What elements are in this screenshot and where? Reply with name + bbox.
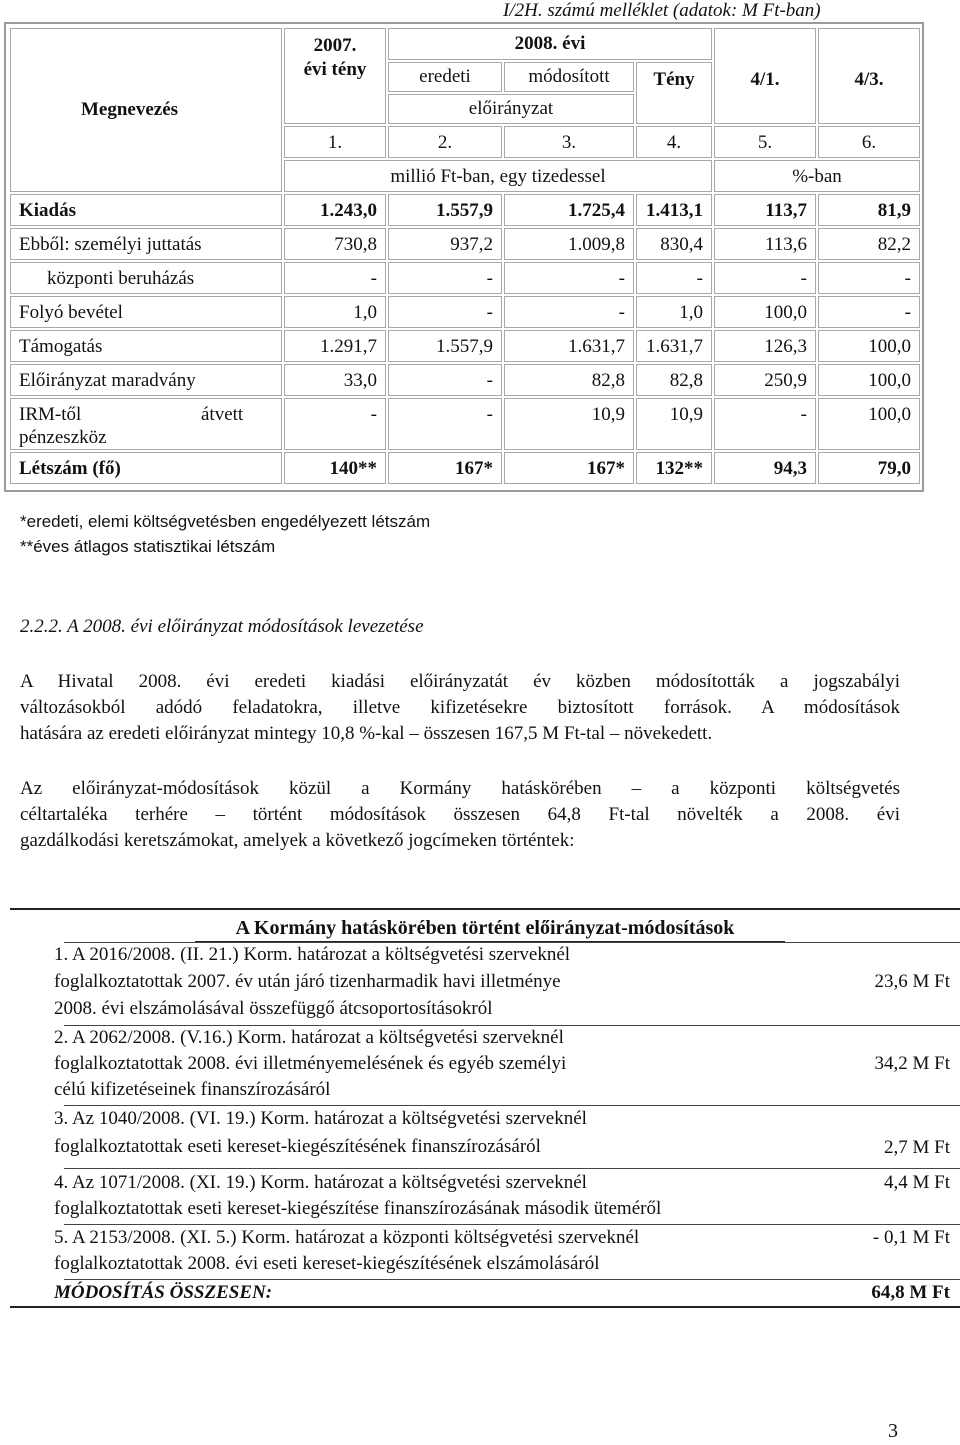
value-cell xyxy=(504,194,634,226)
mod-item-3-line-2: foglalkoztatottak eseti kereset-kiegészítésének finanszírozásáról xyxy=(54,1136,541,1157)
mod-item-2-line-2: foglalkoztatottak 2008. évi illetményemelésének és egyéb személyi xyxy=(54,1053,567,1074)
page-number: 3 xyxy=(888,1420,898,1442)
value-cell xyxy=(636,194,712,226)
header-2007-line1: 2007. xyxy=(313,35,357,56)
colnum-cell-3 xyxy=(504,126,634,158)
value-cell xyxy=(388,452,502,484)
divider xyxy=(64,1168,960,1169)
row-label: Előirányzat maradvány xyxy=(19,370,196,391)
value-cell xyxy=(504,398,634,450)
paragraph-2-line: gazdálkodási keretszámokat, amelyek a következő jogcímeken történtek: xyxy=(20,830,575,851)
table-value: 250,9 xyxy=(764,370,807,391)
mod-item-2-line-3: célú kifizetéseinek finanszírozásáról xyxy=(54,1079,331,1100)
table-value: 1,0 xyxy=(679,302,703,323)
row-label-cell xyxy=(10,194,282,226)
header-teny: Tény xyxy=(653,69,695,90)
mod-item-3-amount: 2,7 M Ft xyxy=(884,1137,950,1158)
row-label-cell xyxy=(10,228,282,260)
value-cell xyxy=(388,330,502,362)
mod-item-1-amount: 23,6 M Ft xyxy=(874,971,950,992)
value-cell xyxy=(388,398,502,450)
colnum-cell-2 xyxy=(388,126,502,158)
total-amount: 64,8 M Ft xyxy=(871,1282,950,1303)
section-heading: 2.2.2. A 2008. évi előirányzat módosítások levezetése xyxy=(20,616,424,637)
table-value: 82,8 xyxy=(591,370,625,391)
annex-title: I/2H. számú melléklet (adatok: M Ft-ban) xyxy=(503,0,821,21)
value-cell xyxy=(714,262,816,294)
table-value: 100,0 xyxy=(868,404,911,425)
divider xyxy=(64,1025,960,1026)
mod-item-4-line-2: foglalkoztatottak eseti kereset-kiegészítése finanszírozásának második üteméről xyxy=(54,1198,662,1219)
paragraph-1 xyxy=(20,669,900,747)
paragraph-2-line: céltartaléka terhére – történt módosítások összesen 64,8 Ft-tal növelték a 2008. évi xyxy=(20,804,900,825)
value-cell xyxy=(818,262,920,294)
colnum-6: 6. xyxy=(861,132,877,153)
value-cell xyxy=(818,228,920,260)
value-cell xyxy=(714,330,816,362)
header-ratio1: 4/1. xyxy=(750,69,780,90)
table-value: 100,0 xyxy=(764,302,807,323)
paragraph-2-line: Az előirányzat-módosítások közül a Kormány hatáskörében – a központi költségvetés xyxy=(20,778,900,799)
value-cell xyxy=(284,452,386,484)
mod-item-5-amount: - 0,1 M Ft xyxy=(872,1227,950,1248)
table-value: 167* xyxy=(587,458,625,479)
table-value: 10,9 xyxy=(669,404,703,425)
value-cell xyxy=(284,330,386,362)
total-label: MÓDOSÍTÁS ÖSSZESEN: xyxy=(54,1282,273,1303)
table-value: 126,3 xyxy=(764,336,807,357)
value-cell xyxy=(504,364,634,396)
value-cell xyxy=(818,330,920,362)
value-cell xyxy=(714,364,816,396)
row-label-part: pénzeszköz xyxy=(19,427,107,448)
table-value: 937,2 xyxy=(450,234,493,255)
table-value: 1,0 xyxy=(353,302,377,323)
colnum-cell-1 xyxy=(284,126,386,158)
value-cell xyxy=(636,452,712,484)
table-value: 830,4 xyxy=(660,234,703,255)
header-name-cell xyxy=(10,28,282,192)
value-cell xyxy=(636,228,712,260)
table-value: - xyxy=(904,302,911,323)
table-value: - xyxy=(618,268,625,289)
table-value: 132** xyxy=(655,458,703,479)
paragraph-2 xyxy=(20,776,900,854)
table-value: 79,0 xyxy=(877,458,911,479)
value-cell xyxy=(636,398,712,450)
row-label: központi beruházás xyxy=(47,268,195,289)
row-label-cell xyxy=(10,364,282,396)
table-value: 1.725,4 xyxy=(568,200,625,221)
table-value: - xyxy=(800,404,807,425)
value-cell xyxy=(818,296,920,328)
unit-million: millió Ft-ban, egy tizedessel xyxy=(390,166,606,187)
table-value: 1.413,1 xyxy=(646,200,703,221)
table-value: 1.557,9 xyxy=(436,336,493,357)
value-cell xyxy=(388,364,502,396)
value-cell xyxy=(636,364,712,396)
colnum-cell-6 xyxy=(818,126,920,158)
mod-item-4-amount: 4,4 M Ft xyxy=(884,1172,950,1193)
value-cell xyxy=(714,296,816,328)
value-cell xyxy=(714,452,816,484)
value-cell xyxy=(388,296,502,328)
table-value: 100,0 xyxy=(868,370,911,391)
row-label-cell xyxy=(10,262,282,294)
table-value: 82,8 xyxy=(669,370,703,391)
value-cell xyxy=(818,364,920,396)
row-label-cell xyxy=(10,398,282,450)
unit-percent-cell xyxy=(714,160,920,192)
value-cell xyxy=(388,194,502,226)
value-cell xyxy=(636,262,712,294)
table-value: - xyxy=(486,268,493,289)
table-value: 1.631,7 xyxy=(568,336,625,357)
divider xyxy=(64,1105,960,1106)
header-modositott: módosított xyxy=(528,66,610,87)
table-value: - xyxy=(370,268,377,289)
table-value: 113,6 xyxy=(764,234,807,255)
table-value: - xyxy=(486,302,493,323)
footnote-1: *eredeti, elemi költségvetésben engedélyezett létszám xyxy=(20,512,431,531)
header-2008-cell xyxy=(388,28,712,60)
table-value: 1.291,7 xyxy=(320,336,377,357)
table-value: 82,2 xyxy=(877,234,911,255)
mod-item-2-amount: 34,2 M Ft xyxy=(874,1053,950,1074)
header-eredeti-cell xyxy=(388,62,502,92)
header-2007-cell xyxy=(284,28,386,124)
header-2008: 2008. évi xyxy=(514,33,586,54)
value-cell xyxy=(818,398,920,450)
divider xyxy=(64,1224,960,1225)
header-ratio2: 4/3. xyxy=(854,69,884,90)
header-eloiranyzat-cell xyxy=(388,94,634,124)
row-label-cell xyxy=(10,330,282,362)
colnum-1: 1. xyxy=(327,132,343,153)
header-2007-line2: évi tény xyxy=(303,59,367,80)
value-cell xyxy=(504,452,634,484)
paragraph-1-line: A Hivatal 2008. évi eredeti kiadási előirányzatát év közben módosították a jogszabályi xyxy=(20,671,900,692)
value-cell xyxy=(714,398,816,450)
mod-item-2-line-1: 2. A 2062/2008. (V.16.) Korm. határozat a költségvetési szerveknél xyxy=(54,1027,564,1048)
table-value: 140** xyxy=(329,458,377,479)
table-value: 1.557,9 xyxy=(436,200,493,221)
mod-item-1-line-1: 1. A 2016/2008. (II. 21.) Korm. határozat a költségvetési szerveknél xyxy=(54,944,571,965)
value-cell xyxy=(504,330,634,362)
table-value: 730,8 xyxy=(334,234,377,255)
table-value: - xyxy=(486,370,493,391)
colnum-cell-4 xyxy=(636,126,712,158)
table-value: 10,9 xyxy=(591,404,625,425)
mod-item-5-line-1: 5. A 2153/2008. (XI. 5.) Korm. határozat a központi költségvetési szerveknél xyxy=(54,1227,640,1248)
value-cell xyxy=(388,228,502,260)
header-eredeti: eredeti xyxy=(419,66,471,87)
table-value: - xyxy=(370,404,377,425)
row-label: Kiadás xyxy=(19,200,77,221)
row-label-cell xyxy=(10,296,282,328)
table-value: 1.631,7 xyxy=(646,336,703,357)
value-cell xyxy=(284,296,386,328)
divider xyxy=(64,1279,960,1280)
modifications-box xyxy=(10,908,960,1308)
value-cell xyxy=(284,194,386,226)
value-cell xyxy=(504,296,634,328)
row-label: Ebből: személyi juttatás xyxy=(19,234,202,255)
value-cell xyxy=(818,194,920,226)
table-value: 113,7 xyxy=(765,200,807,221)
table-value: 167* xyxy=(455,458,493,479)
footnote-2: **éves átlagos statisztikai létszám xyxy=(20,537,276,556)
header-ratio2-cell xyxy=(818,28,920,124)
row-label: Támogatás xyxy=(19,336,103,357)
value-cell xyxy=(284,364,386,396)
table-value: - xyxy=(904,268,911,289)
header-teny-cell xyxy=(636,62,712,124)
row-label-part: átvett xyxy=(201,404,244,425)
paragraph-1-line: hatására az eredeti előirányzat mintegy 10,8 %-kal – összesen 167,5 M Ft-tal – növekedett. xyxy=(20,723,713,744)
colnum-2: 2. xyxy=(437,132,453,153)
mod-item-4-line-1: 4. Az 1071/2008. (XI. 19.) Korm. határozat a költségvetési szerveknél xyxy=(54,1172,587,1193)
colnum-cell-5 xyxy=(714,126,816,158)
table-value: - xyxy=(696,268,703,289)
table-value: 81,9 xyxy=(877,200,911,221)
row-label: Folyó bevétel xyxy=(19,302,123,323)
value-cell xyxy=(818,452,920,484)
value-cell xyxy=(636,330,712,362)
value-cell xyxy=(284,398,386,450)
table-value: 1.009,8 xyxy=(568,234,625,255)
table-value: 100,0 xyxy=(868,336,911,357)
table-value: 94,3 xyxy=(773,458,807,479)
header-megnevezes: Megnevezés xyxy=(81,99,179,120)
colnum-3: 3. xyxy=(561,132,577,153)
row-label-cell xyxy=(10,452,282,484)
divider xyxy=(64,942,960,943)
value-cell xyxy=(636,296,712,328)
header-modositott-cell xyxy=(504,62,634,92)
table-value: - xyxy=(800,268,807,289)
table-value: - xyxy=(486,404,493,425)
mod-item-5-line-2: foglalkoztatottak 2008. évi eseti kereset-kiegészítésének elszámolásáról xyxy=(54,1253,600,1274)
header-ratio1-cell xyxy=(714,28,816,124)
paragraph-1-line: változásokból adódó feladatokra, illetve kifizetésekre biztosított források. A módosítások xyxy=(20,697,900,718)
colnum-5: 5. xyxy=(757,132,773,153)
table-value: 1.243,0 xyxy=(320,200,377,221)
value-cell xyxy=(284,228,386,260)
table-value: 33,0 xyxy=(343,370,377,391)
value-cell xyxy=(504,228,634,260)
value-cell xyxy=(714,194,816,226)
value-cell xyxy=(284,262,386,294)
unit-percent: %-ban xyxy=(792,166,842,187)
value-cell xyxy=(714,228,816,260)
unit-million-cell xyxy=(284,160,712,192)
header-eloiranyzat: előirányzat xyxy=(468,98,554,119)
budget-table xyxy=(4,22,924,492)
row-label: Létszám (fő) xyxy=(19,458,121,479)
mod-item-3-line-1: 3. Az 1040/2008. (VI. 19.) Korm. határozat a költségvetési szerveknél xyxy=(54,1108,587,1129)
value-cell xyxy=(504,262,634,294)
row-label-part: IRM-től xyxy=(19,404,82,425)
table-value: - xyxy=(618,302,625,323)
colnum-4: 4. xyxy=(666,132,682,153)
mod-item-1-line-2: foglalkoztatottak 2007. év után járó tizenharmadik havi illetménye xyxy=(54,971,561,992)
value-cell xyxy=(388,262,502,294)
modifications-title: A Kormány hatáskörében történt előirányzat-módosítások xyxy=(235,917,735,939)
mod-item-1-line-3: 2008. évi elszámolásával összefüggő átcsoportosításokról xyxy=(54,998,493,1019)
